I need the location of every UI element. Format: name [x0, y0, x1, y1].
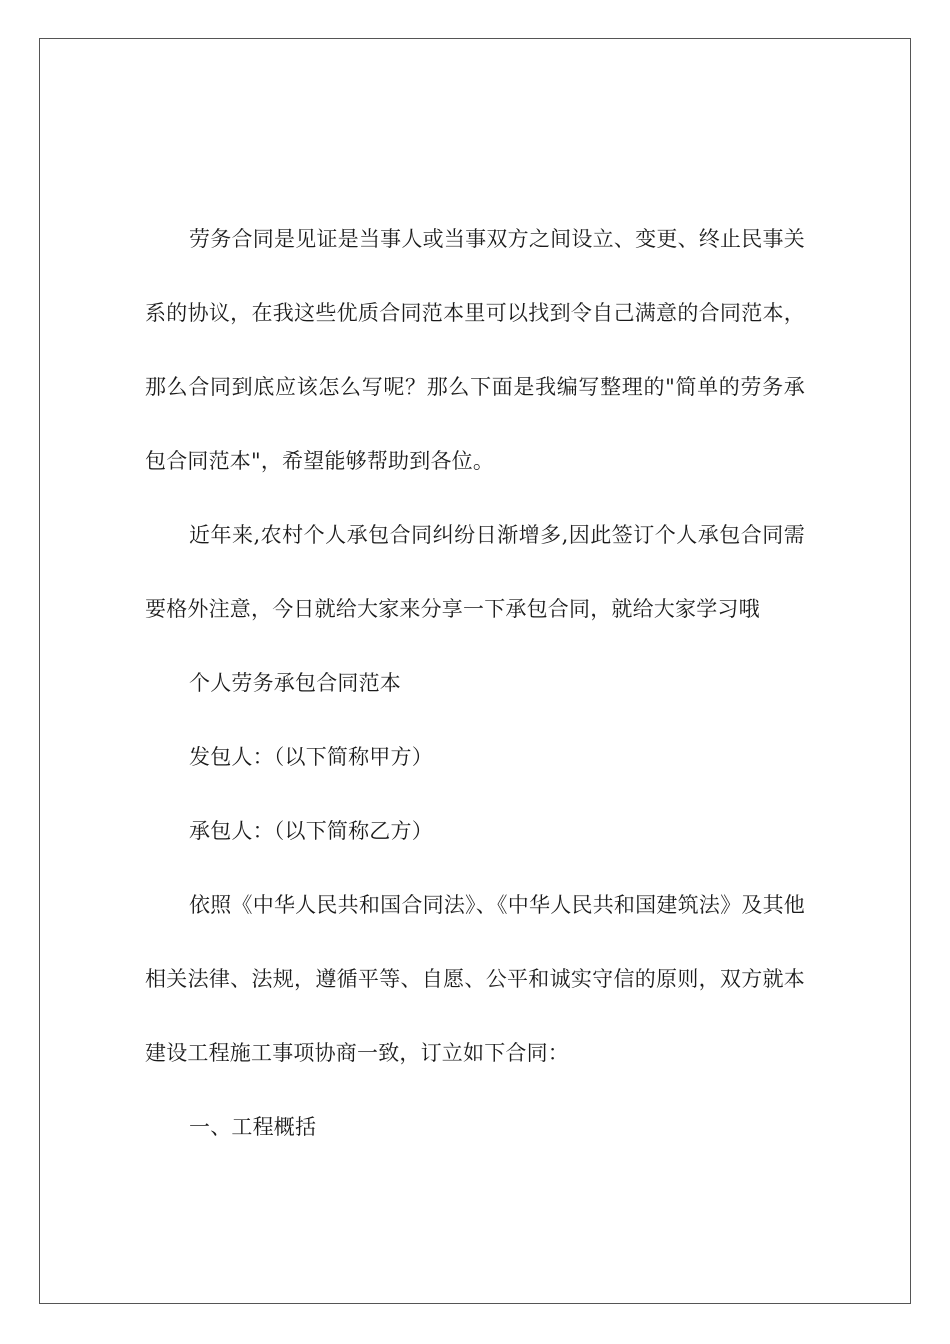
document-body	[145, 202, 805, 1164]
section-heading: 一、工程概括	[189, 1115, 317, 1139]
party-b-line: 承包人：（以下简称乙方）	[189, 819, 433, 843]
background-paragraph: 近年来,农村个人承包合同纠纷日渐增多,因此签订个人承包合同需要格外注意，今日就给大家来分享一下承包合同，就给大家学习哦	[145, 523, 805, 621]
contract-title: 个人劳务承包合同范本	[189, 671, 401, 695]
intro-paragraph: 劳务合同是见证是当事人或当事双方之间设立、变更、终止民事关系的协议，在我这些优质合同范本里可以找到令自己满意的合同范本，那么合同到底应该怎么写呢？那么下面是我编写整理的"简单的劳务承包合同范本"，希望能够帮助到各位。	[145, 227, 805, 473]
party-a-line: 发包人：（以下简称甲方）	[189, 745, 433, 769]
legal-basis-paragraph: 依照《中华人民共和国合同法》、《中华人民共和国建筑法》及其他相关法律、法规，遵循平等、自愿、公平和诚实守信的原则，双方就本建设工程施工事项协商一致，订立如下合同：	[145, 893, 805, 1065]
